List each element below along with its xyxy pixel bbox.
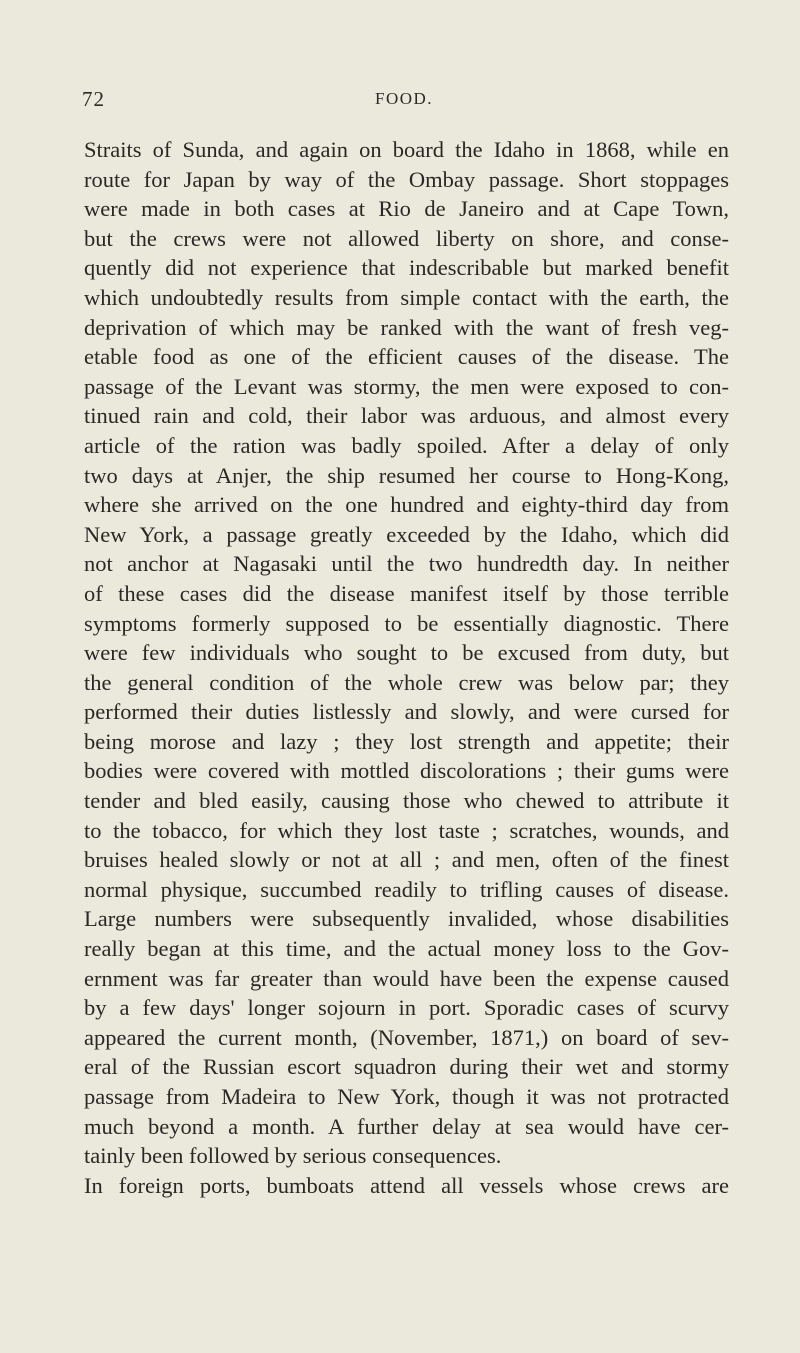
text-line: tainly been followed by serious consequences. — [84, 1143, 502, 1169]
text-line: Large numbers were subsequently invalided, whose disabilities — [84, 906, 729, 932]
text-line: being morose and lazy ; they lost strength and appetite; their — [84, 728, 729, 754]
text-line: ernment was far greater than would have been the expense caused — [84, 965, 729, 991]
text-line: article of the ration was badly spoiled. After a delay of only — [84, 432, 729, 458]
page-number: 72 — [82, 87, 105, 111]
text-line: performed their duties listlessly and slowly, and were cursed for — [84, 699, 729, 725]
text-line: really began at this time, and the actual money loss to the Gov- — [84, 936, 729, 962]
running-head — [82, 87, 732, 117]
text-line: quently did not experience that indescribable but marked benefit — [84, 255, 729, 281]
text-line: appeared the current month, (November, 1871,) on board of sev- — [84, 1024, 729, 1050]
text-line: symptoms formerly supposed to be essentially diagnostic. There — [84, 610, 729, 636]
text-line: New York, a passage greatly exceeded by the Idaho, which did — [84, 521, 729, 547]
text-line: Straits of Sunda, and again on board the Idaho in 1868, while en — [84, 137, 729, 162]
text-line: deprivation of which may be ranked with the want of fresh veg- — [84, 314, 729, 340]
text-line: two days at Anjer, the ship resumed her course to Hong-Kong, — [84, 462, 729, 488]
text-line: to the tobacco, for which they lost taste ; scratches, wounds, and — [84, 817, 729, 843]
text-line: were few individuals who sought to be excused from duty, but — [84, 640, 729, 666]
text-line: etable food as one of the efficient causes of the disease. The — [84, 344, 729, 370]
text-line: the general condition of the whole crew was below par; they — [84, 669, 729, 695]
text-line: were made in both cases at Rio de Janeiro and at Cape Town, — [84, 196, 729, 222]
text-line: route for Japan by way of the Ombay passage. Short stoppages — [84, 166, 729, 192]
text-line: much beyond a month. A further delay at sea would have cer- — [84, 1113, 729, 1139]
text-line: by a few days' longer sojourn in port. Sporadic cases of scurvy — [84, 995, 729, 1021]
text-line: but the crews were not allowed liberty on shore, and conse- — [84, 225, 729, 251]
running-title: FOOD. — [375, 89, 434, 108]
text-line: of these cases did the disease manifest itself by those terrible — [84, 580, 729, 606]
text-line: not anchor at Nagasaki until the two hundredth day. In neither — [84, 551, 729, 577]
body-text — [84, 135, 729, 1200]
text-line: bruises healed slowly or not at all ; and men, often of the finest — [84, 847, 729, 873]
text-line: eral of the Russian escort squadron during their wet and stormy — [84, 1054, 729, 1080]
text-line: passage from Madeira to New York, though it was not protracted — [84, 1084, 729, 1109]
text-line: bodies were covered with mottled discolorations ; their gums were — [84, 758, 729, 784]
text-line: normal physique, succumbed readily to trifling causes of disease. — [84, 876, 729, 902]
text-line: passage of the Levant was stormy, the men were exposed to con- — [84, 373, 729, 399]
text-line: tender and bled easily, causing those who chewed to attribute it — [84, 788, 729, 814]
text-line: where she arrived on the one hundred and eighty-third day from — [84, 492, 729, 518]
text-line: which undoubtedly results from simple contact with the earth, the — [84, 284, 729, 310]
text-line: In foreign ports, bumboats attend all vessels whose crews are — [84, 1172, 729, 1198]
text-line: tinued rain and cold, their labor was arduous, and almost every — [84, 403, 729, 429]
